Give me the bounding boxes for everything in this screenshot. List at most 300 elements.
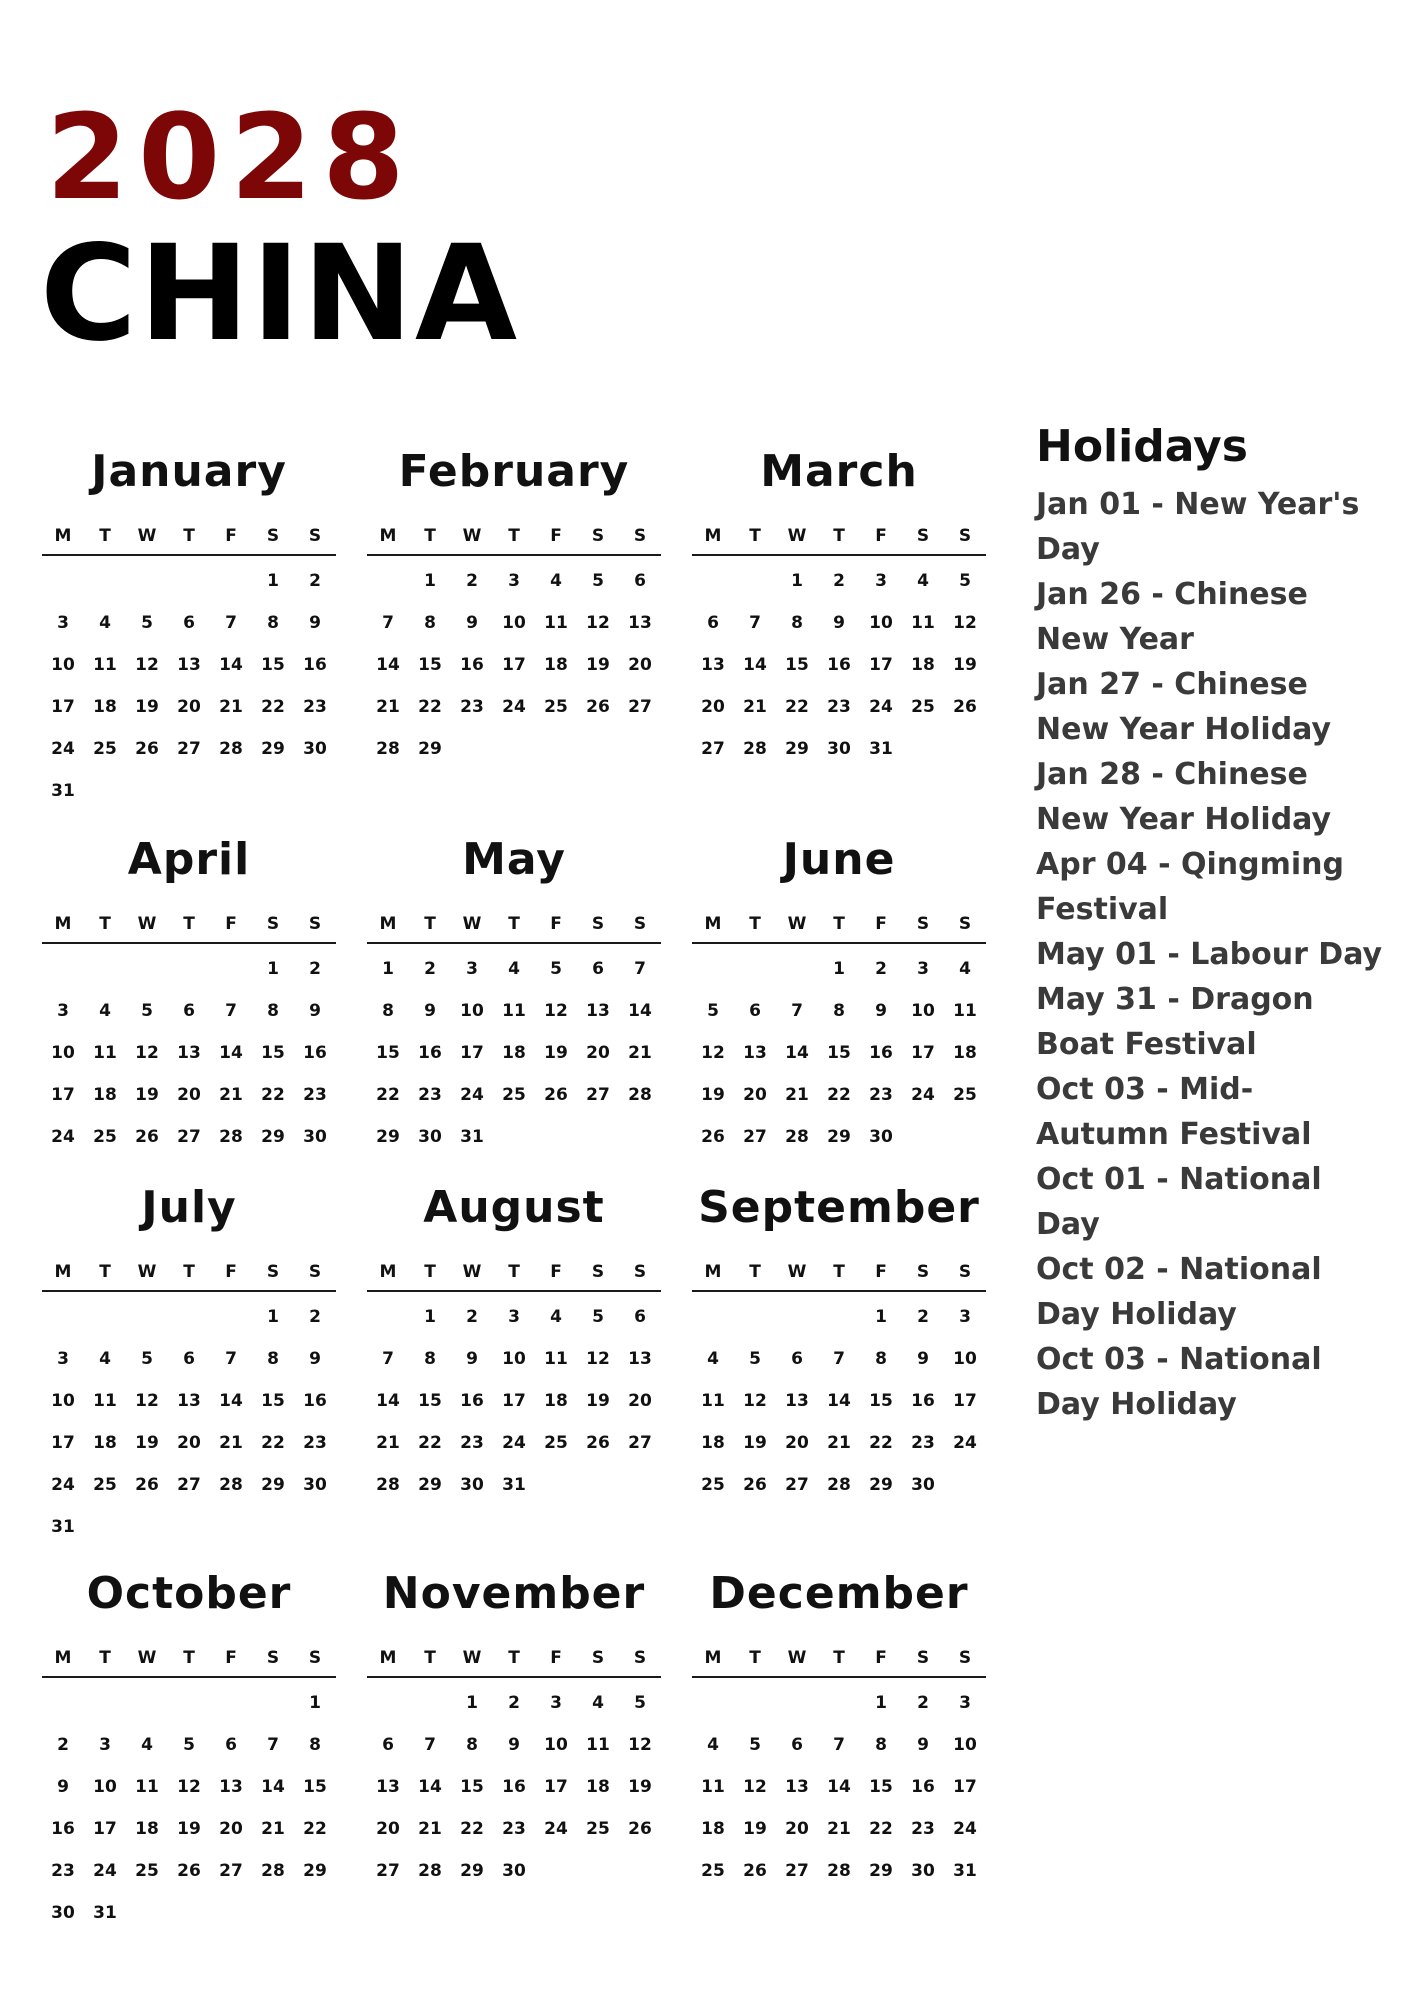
day-cell: 15 <box>261 655 285 675</box>
weekday-label: M <box>54 526 72 546</box>
day-cell: 12 <box>743 1777 767 1797</box>
day-cell: 4 <box>99 1349 111 1369</box>
weekday-header <box>367 524 661 556</box>
day-cell: 10 <box>51 1043 75 1063</box>
day-cell: 3 <box>466 959 478 979</box>
day-cell: 11 <box>93 1043 117 1063</box>
day-cell: 12 <box>953 613 977 633</box>
weekday-label: M <box>379 526 397 546</box>
weekday-label: S <box>591 526 605 546</box>
day-grid <box>42 948 336 1158</box>
day-cell: 23 <box>418 1085 442 1105</box>
day-cell: 9 <box>424 1001 436 1021</box>
day-cell: 12 <box>135 655 159 675</box>
day-cell: 14 <box>376 1391 400 1411</box>
day-cell: 2 <box>424 959 436 979</box>
month-name: May <box>462 834 566 885</box>
day-cell: 13 <box>628 1349 652 1369</box>
day-cell: 16 <box>51 1819 75 1839</box>
day-cell: 31 <box>51 1517 75 1537</box>
day-cell: 3 <box>508 1307 520 1327</box>
day-cell: 22 <box>827 1085 851 1105</box>
day-cell: 2 <box>917 1307 929 1327</box>
weekday-label: T <box>183 1262 195 1282</box>
day-cell: 21 <box>628 1043 652 1063</box>
day-cell: 13 <box>177 655 201 675</box>
day-cell: 30 <box>869 1127 893 1147</box>
day-cell: 16 <box>911 1777 935 1797</box>
day-cell: 9 <box>875 1001 887 1021</box>
day-cell: 9 <box>833 613 845 633</box>
day-cell: 28 <box>219 739 243 759</box>
day-cell: 25 <box>701 1861 725 1881</box>
day-cell: 15 <box>785 655 809 675</box>
day-cell: 22 <box>869 1433 893 1453</box>
day-cell: 8 <box>267 1349 279 1369</box>
weekday-label: M <box>704 1648 722 1668</box>
day-cell: 20 <box>177 1085 201 1105</box>
day-cell: 21 <box>827 1433 851 1453</box>
day-cell: 20 <box>701 697 725 717</box>
day-cell: 10 <box>51 655 75 675</box>
day-cell: 29 <box>869 1861 893 1881</box>
day-cell: 6 <box>791 1349 803 1369</box>
weekday-label: S <box>916 1262 930 1282</box>
day-cell: 28 <box>743 739 767 759</box>
day-cell: 26 <box>135 1475 159 1495</box>
weekday-label: T <box>424 1648 436 1668</box>
holiday-item: Oct 03 - National Day Holiday <box>1036 1342 1322 1422</box>
weekday-label: F <box>550 1648 562 1668</box>
day-cell: 19 <box>177 1819 201 1839</box>
weekday-label: F <box>225 914 237 934</box>
day-cell: 17 <box>502 1391 526 1411</box>
day-cell: 18 <box>701 1819 725 1839</box>
day-cell: 10 <box>502 1349 526 1369</box>
month-name: January <box>91 446 287 497</box>
day-cell: 22 <box>418 1433 442 1453</box>
day-cell: 7 <box>382 613 394 633</box>
day-cell: 27 <box>177 739 201 759</box>
day-cell: 1 <box>791 571 803 591</box>
day-cell: 13 <box>785 1391 809 1411</box>
day-cell: 6 <box>183 1001 195 1021</box>
day-cell: 21 <box>785 1085 809 1105</box>
year-title: 2028 <box>46 88 415 226</box>
day-cell: 11 <box>701 1391 725 1411</box>
day-cell: 8 <box>382 1001 394 1021</box>
weekday-label: M <box>704 1262 722 1282</box>
day-cell: 17 <box>460 1043 484 1063</box>
holiday-item: Oct 03 - Mid-Autumn Festival <box>1036 1072 1312 1152</box>
day-cell: 22 <box>418 697 442 717</box>
weekday-label: T <box>749 1648 761 1668</box>
day-cell: 26 <box>135 1127 159 1147</box>
weekday-header <box>367 1260 661 1292</box>
day-cell: 23 <box>502 1819 526 1839</box>
day-cell: 29 <box>261 1127 285 1147</box>
day-grid <box>692 948 986 1158</box>
weekday-label: W <box>787 526 807 546</box>
day-cell: 13 <box>219 1777 243 1797</box>
day-cell: 2 <box>309 1307 321 1327</box>
day-cell: 2 <box>57 1735 69 1755</box>
day-cell: 14 <box>261 1777 285 1797</box>
day-cell: 23 <box>460 697 484 717</box>
day-cell: 26 <box>743 1861 767 1881</box>
day-cell: 1 <box>382 959 394 979</box>
weekday-label: T <box>424 1262 436 1282</box>
day-grid <box>42 560 336 812</box>
day-cell: 14 <box>743 655 767 675</box>
day-cell: 15 <box>376 1043 400 1063</box>
day-cell: 19 <box>586 655 610 675</box>
weekday-label: S <box>308 526 322 546</box>
day-cell: 17 <box>953 1391 977 1411</box>
day-cell: 9 <box>466 613 478 633</box>
day-cell: 7 <box>267 1735 279 1755</box>
day-cell: 18 <box>911 655 935 675</box>
day-cell: 2 <box>833 571 845 591</box>
day-cell: 19 <box>743 1819 767 1839</box>
weekday-label: T <box>424 526 436 546</box>
weekday-label: S <box>633 914 647 934</box>
day-cell: 14 <box>219 1043 243 1063</box>
day-cell: 5 <box>749 1735 761 1755</box>
day-cell: 13 <box>743 1043 767 1063</box>
weekday-label: M <box>54 914 72 934</box>
day-cell: 2 <box>309 571 321 591</box>
weekday-header <box>367 1646 661 1678</box>
day-cell: 26 <box>586 1433 610 1453</box>
day-cell: 15 <box>869 1777 893 1797</box>
day-cell: 9 <box>309 613 321 633</box>
day-cell: 15 <box>303 1777 327 1797</box>
day-cell: 10 <box>953 1349 977 1369</box>
day-cell: 12 <box>586 613 610 633</box>
weekday-label: S <box>633 1648 647 1668</box>
day-cell: 23 <box>460 1433 484 1453</box>
day-cell: 31 <box>93 1903 117 1923</box>
day-cell: 22 <box>460 1819 484 1839</box>
day-cell: 26 <box>586 697 610 717</box>
day-cell: 2 <box>309 959 321 979</box>
weekday-label: W <box>137 914 157 934</box>
month-december <box>692 1568 986 1918</box>
day-cell: 28 <box>827 1861 851 1881</box>
month-name: April <box>127 834 251 885</box>
day-cell: 8 <box>267 613 279 633</box>
day-cell: 1 <box>424 571 436 591</box>
day-cell: 29 <box>418 1475 442 1495</box>
weekday-header <box>692 912 986 944</box>
weekday-label: F <box>550 914 562 934</box>
weekday-label: S <box>266 914 280 934</box>
day-cell: 24 <box>911 1085 935 1105</box>
day-cell: 29 <box>261 739 285 759</box>
day-cell: 10 <box>502 613 526 633</box>
day-cell: 31 <box>953 1861 977 1881</box>
day-cell: 25 <box>502 1085 526 1105</box>
day-cell: 21 <box>376 697 400 717</box>
day-cell: 14 <box>827 1777 851 1797</box>
weekday-label: W <box>137 1262 157 1282</box>
day-cell: 4 <box>141 1735 153 1755</box>
day-cell: 10 <box>869 613 893 633</box>
day-grid <box>367 948 661 1158</box>
weekday-label: S <box>266 1648 280 1668</box>
month-name: March <box>760 446 918 497</box>
weekday-label: T <box>183 526 195 546</box>
day-cell: 8 <box>875 1349 887 1369</box>
day-cell: 19 <box>544 1043 568 1063</box>
day-cell: 16 <box>460 1391 484 1411</box>
day-cell: 8 <box>791 613 803 633</box>
month-august <box>367 1182 661 1532</box>
day-grid <box>42 1296 336 1548</box>
month-october <box>42 1568 336 1923</box>
day-cell: 31 <box>51 781 75 801</box>
holidays-title: Holidays <box>1036 421 1248 472</box>
month-name: February <box>398 446 630 497</box>
weekday-label: T <box>833 914 845 934</box>
day-cell: 4 <box>99 1001 111 1021</box>
day-cell: 6 <box>225 1735 237 1755</box>
weekday-label: S <box>633 1262 647 1282</box>
day-cell: 10 <box>953 1735 977 1755</box>
month-january <box>42 446 336 801</box>
weekday-label: F <box>225 1648 237 1668</box>
day-cell: 30 <box>502 1861 526 1881</box>
day-cell: 14 <box>827 1391 851 1411</box>
weekday-label: S <box>308 914 322 934</box>
day-cell: 11 <box>953 1001 977 1021</box>
weekday-label: F <box>225 526 237 546</box>
day-cell: 20 <box>177 1433 201 1453</box>
day-cell: 12 <box>135 1043 159 1063</box>
day-cell: 27 <box>177 1127 201 1147</box>
day-cell: 19 <box>135 697 159 717</box>
day-cell: 16 <box>303 655 327 675</box>
weekday-label: T <box>749 1262 761 1282</box>
day-cell: 3 <box>959 1693 971 1713</box>
day-cell: 12 <box>135 1391 159 1411</box>
day-cell: 4 <box>959 959 971 979</box>
day-cell: 17 <box>869 655 893 675</box>
weekday-label: M <box>704 526 722 546</box>
day-cell: 24 <box>953 1819 977 1839</box>
day-cell: 5 <box>707 1001 719 1021</box>
day-cell: 4 <box>99 613 111 633</box>
day-cell: 17 <box>502 655 526 675</box>
day-cell: 6 <box>183 1349 195 1369</box>
day-cell: 3 <box>875 571 887 591</box>
day-cell: 18 <box>544 1391 568 1411</box>
day-cell: 9 <box>309 1349 321 1369</box>
day-cell: 7 <box>225 1001 237 1021</box>
weekday-label: S <box>958 1648 972 1668</box>
day-cell: 25 <box>544 697 568 717</box>
day-cell: 21 <box>743 697 767 717</box>
day-cell: 2 <box>875 959 887 979</box>
day-cell: 1 <box>267 1307 279 1327</box>
weekday-label: T <box>833 526 845 546</box>
day-cell: 31 <box>869 739 893 759</box>
weekday-header <box>42 524 336 556</box>
day-cell: 6 <box>749 1001 761 1021</box>
day-cell: 4 <box>707 1349 719 1369</box>
day-cell: 30 <box>460 1475 484 1495</box>
holiday-item: Oct 02 - National Day Holiday <box>1036 1252 1322 1332</box>
weekday-label: T <box>833 1262 845 1282</box>
day-cell: 22 <box>261 1085 285 1105</box>
day-cell: 10 <box>911 1001 935 1021</box>
day-cell: 7 <box>424 1735 436 1755</box>
month-name: June <box>782 834 896 885</box>
day-cell: 6 <box>634 1307 646 1327</box>
day-cell: 22 <box>376 1085 400 1105</box>
day-cell: 27 <box>177 1475 201 1495</box>
weekday-label: F <box>875 1648 887 1668</box>
weekday-label: W <box>462 914 482 934</box>
weekday-label: F <box>875 1262 887 1282</box>
day-cell: 4 <box>508 959 520 979</box>
weekday-label: T <box>749 526 761 546</box>
day-cell: 15 <box>418 1391 442 1411</box>
weekday-header <box>42 912 336 944</box>
day-cell: 7 <box>225 1349 237 1369</box>
day-cell: 8 <box>267 1001 279 1021</box>
day-cell: 4 <box>550 571 562 591</box>
day-cell: 25 <box>586 1819 610 1839</box>
day-cell: 31 <box>502 1475 526 1495</box>
day-cell: 16 <box>869 1043 893 1063</box>
weekday-label: M <box>54 1262 72 1282</box>
weekday-label: T <box>183 914 195 934</box>
month-september <box>692 1182 986 1532</box>
day-cell: 28 <box>376 739 400 759</box>
weekday-label: F <box>875 526 887 546</box>
day-cell: 14 <box>219 1391 243 1411</box>
weekday-header <box>367 912 661 944</box>
day-cell: 20 <box>376 1819 400 1839</box>
weekday-label: M <box>379 1262 397 1282</box>
day-cell: 24 <box>502 697 526 717</box>
month-name: December <box>709 1568 969 1619</box>
day-cell: 16 <box>502 1777 526 1797</box>
day-cell: 7 <box>833 1735 845 1755</box>
day-cell: 1 <box>466 1693 478 1713</box>
weekday-label: W <box>787 1262 807 1282</box>
day-cell: 13 <box>701 655 725 675</box>
day-cell: 29 <box>869 1475 893 1495</box>
day-cell: 23 <box>869 1085 893 1105</box>
day-cell: 18 <box>586 1777 610 1797</box>
weekday-label: T <box>833 1648 845 1668</box>
weekday-label: T <box>99 1648 111 1668</box>
day-cell: 9 <box>466 1349 478 1369</box>
holiday-item: Oct 01 - National Day <box>1036 1162 1322 1242</box>
weekday-label: T <box>99 526 111 546</box>
month-june <box>692 834 986 1184</box>
day-cell: 15 <box>827 1043 851 1063</box>
day-cell: 11 <box>544 613 568 633</box>
day-cell: 9 <box>917 1349 929 1369</box>
day-cell: 24 <box>502 1433 526 1453</box>
day-cell: 25 <box>93 739 117 759</box>
day-cell: 16 <box>303 1391 327 1411</box>
day-cell: 25 <box>135 1861 159 1881</box>
day-cell: 17 <box>93 1819 117 1839</box>
day-cell: 12 <box>177 1777 201 1797</box>
holiday-item: May 01 - Labour Day <box>1036 937 1383 972</box>
day-cell: 29 <box>460 1861 484 1881</box>
day-cell: 6 <box>592 959 604 979</box>
day-cell: 1 <box>875 1693 887 1713</box>
weekday-label: W <box>787 914 807 934</box>
day-cell: 16 <box>911 1391 935 1411</box>
day-cell: 28 <box>418 1861 442 1881</box>
day-cell: 15 <box>418 655 442 675</box>
day-cell: 5 <box>592 1307 604 1327</box>
day-cell: 29 <box>376 1127 400 1147</box>
day-cell: 2 <box>508 1693 520 1713</box>
day-cell: 15 <box>261 1391 285 1411</box>
day-cell: 9 <box>917 1735 929 1755</box>
day-cell: 16 <box>827 655 851 675</box>
day-cell: 9 <box>508 1735 520 1755</box>
day-cell: 20 <box>743 1085 767 1105</box>
day-cell: 30 <box>51 1903 75 1923</box>
day-cell: 25 <box>93 1127 117 1147</box>
weekday-label: S <box>591 914 605 934</box>
weekday-label: S <box>591 1262 605 1282</box>
day-cell: 22 <box>785 697 809 717</box>
day-cell: 5 <box>141 613 153 633</box>
day-cell: 28 <box>219 1127 243 1147</box>
day-cell: 23 <box>303 697 327 717</box>
day-cell: 1 <box>267 571 279 591</box>
day-cell: 5 <box>183 1735 195 1755</box>
day-cell: 20 <box>586 1043 610 1063</box>
day-cell: 15 <box>869 1391 893 1411</box>
day-cell: 21 <box>418 1819 442 1839</box>
day-cell: 17 <box>544 1777 568 1797</box>
holidays-list <box>1036 482 1386 1427</box>
weekday-label: S <box>308 1262 322 1282</box>
day-cell: 6 <box>707 613 719 633</box>
month-may <box>367 834 661 1184</box>
weekday-label: S <box>958 914 972 934</box>
month-april <box>42 834 336 1184</box>
day-grid <box>42 1682 336 1934</box>
day-cell: 16 <box>418 1043 442 1063</box>
day-cell: 27 <box>628 1433 652 1453</box>
day-cell: 13 <box>177 1043 201 1063</box>
day-cell: 27 <box>586 1085 610 1105</box>
day-cell: 8 <box>424 613 436 633</box>
month-name: November <box>382 1568 646 1619</box>
day-cell: 30 <box>303 739 327 759</box>
day-cell: 11 <box>502 1001 526 1021</box>
day-cell: 19 <box>628 1777 652 1797</box>
day-cell: 13 <box>177 1391 201 1411</box>
day-cell: 21 <box>219 697 243 717</box>
day-cell: 5 <box>749 1349 761 1369</box>
day-cell: 18 <box>502 1043 526 1063</box>
day-cell: 21 <box>261 1819 285 1839</box>
month-february <box>367 446 661 796</box>
